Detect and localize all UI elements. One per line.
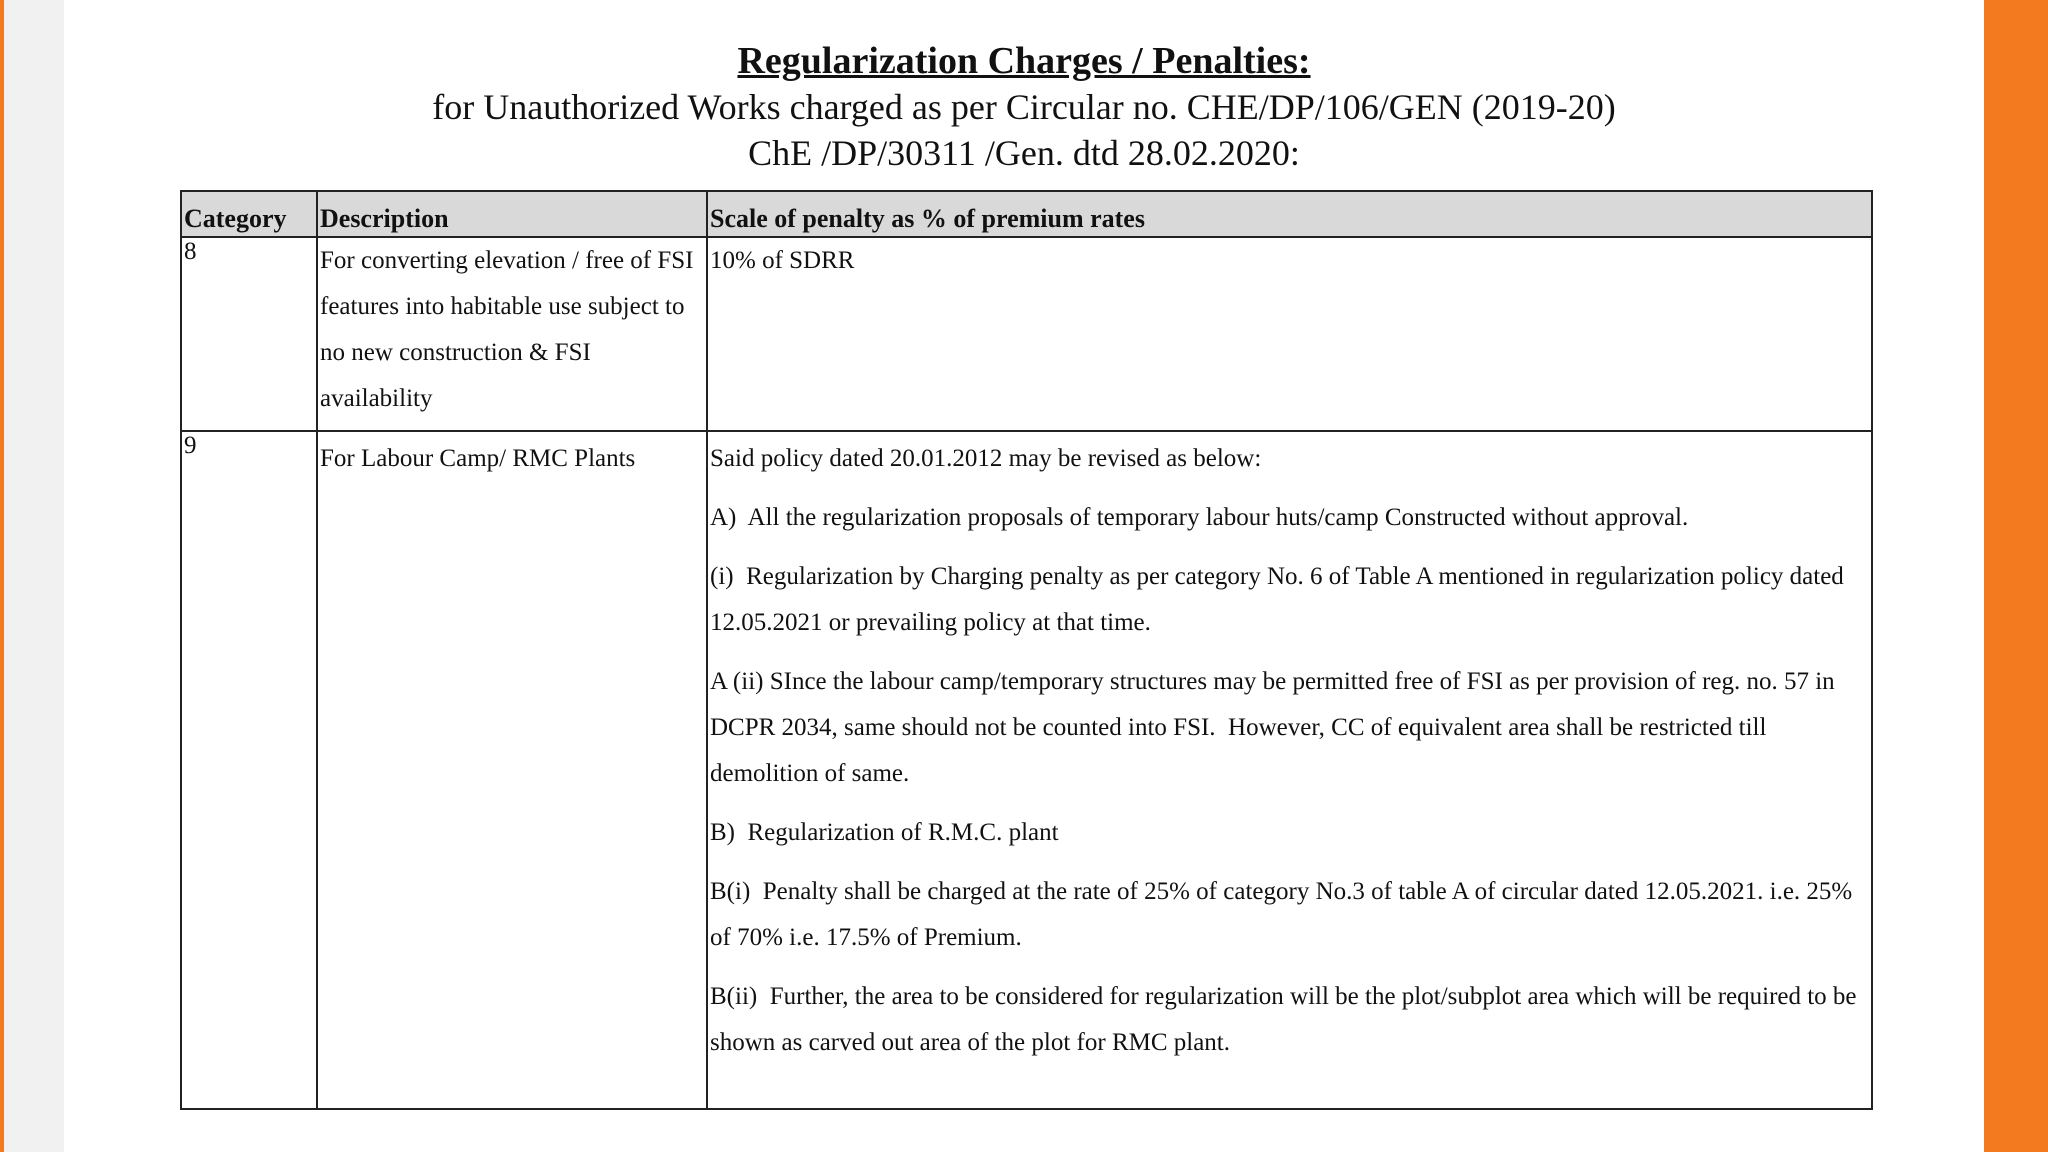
table-header-row: [181, 191, 1872, 237]
penalty-table: [180, 190, 1873, 1110]
header-description: Description: [317, 191, 707, 237]
row-scale-text: 10% of SDRR: [710, 247, 855, 274]
circular-reference-line: for Unauthorized Works charged as per Circular no. CHE/DP/106/GEN (2019-20): [432, 87, 1616, 127]
row-description-text: For converting elevation / free of FSI features into habitable use subject to no new construction & FSI availability: [320, 247, 694, 412]
row-description: [317, 431, 707, 1109]
right-accent-bar: [1984, 0, 2048, 1152]
table-row: [181, 431, 1872, 1109]
header-scale: Scale of penalty as % of premium rates: [707, 191, 1872, 237]
scale-paragraph-b-i: B(i) Penalty shall be charged at the rate of 25% of category No.3 of table A of circular dated 12.05.2021. i.e. 25% of 70% i.e. 17.5% of Premium.: [710, 878, 1859, 951]
row-category: 9: [181, 431, 317, 1109]
row-category: 8: [181, 237, 317, 431]
page-title: Regularization Charges / Penalties:: [737, 40, 1311, 82]
scale-paragraph-a: A) All the regularization proposals of temporary labour huts/camp Constructed without approval.: [710, 504, 1689, 531]
title-block: [64, 38, 1984, 176]
header-category: Category: [181, 191, 317, 237]
circular-date-line: ChE /DP/30311 /Gen. dtd 28.02.2020:: [748, 133, 1300, 173]
left-accent-strip: [0, 0, 4, 1152]
row-description: [317, 237, 707, 431]
table-row: [181, 237, 1872, 431]
scale-paragraph-b: B) Regularization of R.M.C. plant: [710, 819, 1059, 846]
scale-paragraph-a-ii: A (ii) SInce the labour camp/temporary structures may be permitted free of FSI as per provision of reg. no. 57 in DCPR 2034, same should not be counted into FSI. However, CC of equivalent area shall be restricted till demolition of same.: [710, 668, 1841, 787]
row-scale-paragraphs: [710, 432, 1869, 1066]
row-scale: [707, 431, 1872, 1109]
scale-paragraph-a-i: (i) Regularization by Charging penalty as per category No. 6 of Table A mentioned in regularization policy dated 12.05.2021 or prevailing policy at that time.: [710, 563, 1851, 636]
scale-paragraph-intro: Said policy dated 20.01.2012 may be revised as below:: [710, 445, 1262, 472]
row-scale: [707, 237, 1872, 431]
scale-paragraph-b-ii: B(ii) Further, the area to be considered for regularization will be the plot/subplot area which will be required to be shown as carved out area of the plot for RMC plant.: [710, 983, 1863, 1056]
row-description-text: For Labour Camp/ RMC Plants: [320, 445, 636, 472]
